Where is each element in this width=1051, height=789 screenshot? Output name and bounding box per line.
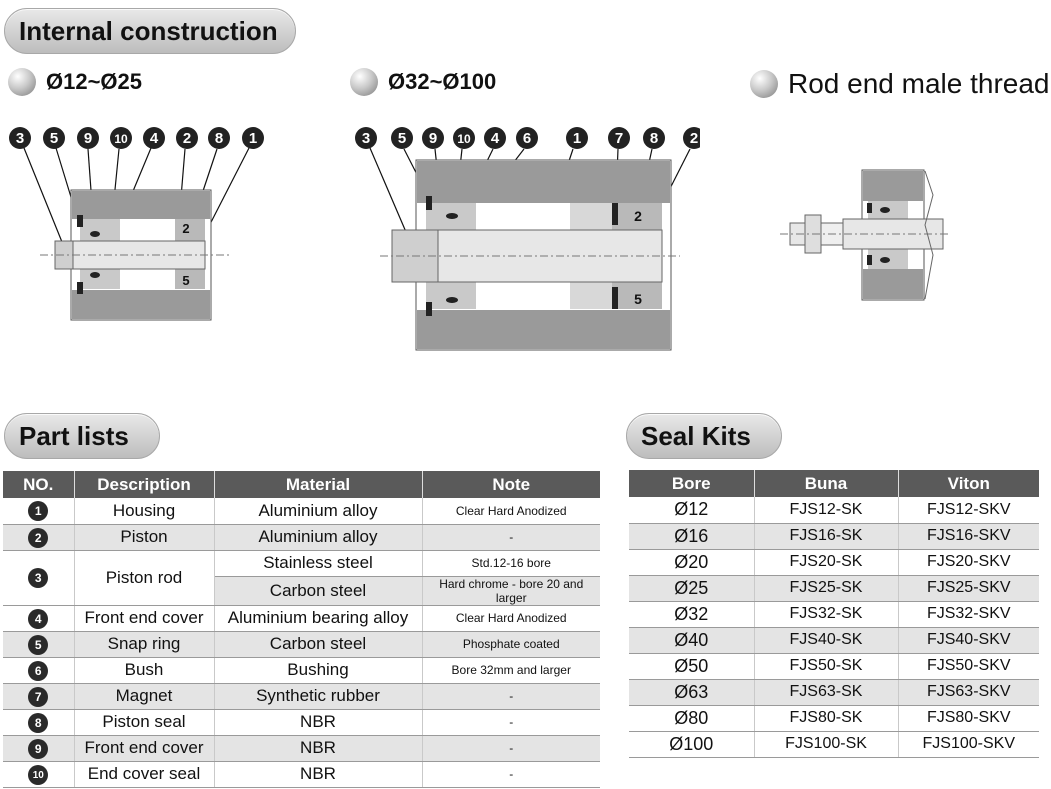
part-description: Piston rod — [74, 550, 214, 605]
part-note: - — [422, 683, 600, 709]
table-row — [3, 550, 600, 576]
seal-bore: Ø25 — [629, 575, 754, 601]
table-row — [3, 631, 600, 657]
callout-8 — [643, 127, 665, 149]
seal-buna: FJS100-SK — [754, 731, 898, 757]
table-row — [629, 653, 1039, 679]
part-description: Snap ring — [74, 631, 214, 657]
inner-mark-5: 5 — [634, 291, 642, 307]
callout-10 — [110, 127, 132, 149]
callout-8-label: 8 — [214, 130, 224, 147]
header-material: Material — [214, 471, 422, 498]
diagram-small-bore — [0, 120, 300, 330]
seal-buna: FJS80-SK — [754, 705, 898, 731]
table-row — [629, 627, 1039, 653]
part-note: Bore 32mm and larger — [422, 657, 600, 683]
callout-8 — [208, 127, 230, 149]
part-note: - — [422, 524, 600, 550]
seal-viton: FJS100-SKV — [898, 731, 1039, 757]
part-lists-title: Part lists — [4, 413, 160, 459]
bullet-ball-icon — [750, 70, 778, 98]
bullet-ball-icon — [8, 68, 36, 96]
callout-2-label: 2 — [689, 130, 699, 147]
diagram-rod-end-thread — [775, 165, 955, 305]
table-row — [3, 605, 600, 631]
seal-viton: FJS32-SKV — [898, 601, 1039, 627]
part-number-badge: 7 — [28, 687, 48, 707]
callout-2 — [683, 127, 700, 149]
seal-bore: Ø20 — [629, 549, 754, 575]
callout-3 — [9, 127, 31, 149]
callout-4-label: 4 — [149, 130, 159, 147]
part-number-badge: 6 — [28, 661, 48, 681]
table-row — [629, 601, 1039, 627]
part-material: Carbon steel — [214, 576, 422, 605]
part-description: End cover seal — [74, 761, 214, 787]
part-material: NBR — [214, 709, 422, 735]
part-material: Carbon steel — [214, 631, 422, 657]
callout-10 — [453, 127, 475, 149]
inner-mark-5: 5 — [182, 273, 190, 288]
seal-buna: FJS32-SK — [754, 601, 898, 627]
callout-3 — [355, 127, 377, 149]
table-row — [629, 523, 1039, 549]
seal-viton: FJS50-SKV — [898, 653, 1039, 679]
inner-mark-2: 2 — [182, 221, 190, 236]
part-number-badge: 10 — [28, 765, 48, 785]
seal-viton: FJS40-SKV — [898, 627, 1039, 653]
seal-buna: FJS12-SK — [754, 497, 898, 523]
callout-7 — [608, 127, 630, 149]
callout-5-label: 5 — [49, 130, 59, 147]
table-row — [3, 761, 600, 787]
section-small-bore-label: Ø12~Ø25 — [46, 69, 143, 94]
callout-5 — [43, 127, 65, 149]
part-material: Aluminium bearing alloy — [214, 605, 422, 631]
part-number-badge: 5 — [28, 635, 48, 655]
table-row — [629, 497, 1039, 523]
table-row — [3, 709, 600, 735]
callout-1 — [566, 127, 588, 149]
part-material: Aluminium alloy — [214, 498, 422, 524]
part-description: Magnet — [74, 683, 214, 709]
part-note: - — [422, 735, 600, 761]
seal-bore: Ø12 — [629, 497, 754, 523]
seal-buna: FJS20-SK — [754, 549, 898, 575]
header-note: Note — [422, 471, 600, 498]
part-description: Housing — [74, 498, 214, 524]
bullet-ball-icon — [350, 68, 378, 96]
callout-5-label: 5 — [397, 130, 407, 147]
table-row — [3, 735, 600, 761]
callout-2-label: 2 — [182, 130, 192, 147]
callout-10-label: 10 — [457, 132, 471, 146]
section-rod-end — [750, 68, 1050, 100]
seal-viton: FJS25-SKV — [898, 575, 1039, 601]
callout-1 — [242, 127, 264, 149]
table-row — [629, 705, 1039, 731]
seal-bore: Ø80 — [629, 705, 754, 731]
part-description: Piston — [74, 524, 214, 550]
seal-viton: FJS12-SKV — [898, 497, 1039, 523]
section-rod-end-label: Rod end male thread — [788, 68, 1050, 99]
part-material: Bushing — [214, 657, 422, 683]
part-note: Clear Hard Anodized — [422, 605, 600, 631]
seal-buna: FJS63-SK — [754, 679, 898, 705]
seal-bore: Ø16 — [629, 523, 754, 549]
seal-viton: FJS20-SKV — [898, 549, 1039, 575]
internal-construction-title: Internal construction — [4, 8, 296, 54]
seal-viton: FJS80-SKV — [898, 705, 1039, 731]
callout-6-label: 6 — [522, 130, 532, 147]
seal-bore: Ø40 — [629, 627, 754, 653]
callout-10-label: 10 — [114, 132, 128, 146]
part-material: NBR — [214, 735, 422, 761]
part-note: - — [422, 709, 600, 735]
seal-viton: FJS16-SKV — [898, 523, 1039, 549]
part-number-badge: 1 — [28, 501, 48, 521]
part-list-table — [3, 471, 600, 788]
header-buna: Buna — [754, 470, 898, 497]
part-note: Phosphate coated — [422, 631, 600, 657]
part-material: Aluminium alloy — [214, 524, 422, 550]
callout-8-label: 8 — [649, 130, 659, 147]
seal-bore: Ø100 — [629, 731, 754, 757]
seal-buna: FJS25-SK — [754, 575, 898, 601]
seal-viton: FJS63-SKV — [898, 679, 1039, 705]
callout-6 — [516, 127, 538, 149]
seal-kits-title: Seal Kits — [626, 413, 782, 459]
seal-buna: FJS40-SK — [754, 627, 898, 653]
part-note: Clear Hard Anodized — [422, 498, 600, 524]
part-table-header-row — [3, 471, 600, 498]
table-row — [3, 657, 600, 683]
seal-bore: Ø32 — [629, 601, 754, 627]
seal-buna: FJS50-SK — [754, 653, 898, 679]
part-material: NBR — [214, 761, 422, 787]
part-description: Bush — [74, 657, 214, 683]
part-description: Front end cover — [74, 735, 214, 761]
callout-9-label: 9 — [428, 130, 438, 147]
seal-bore: Ø50 — [629, 653, 754, 679]
part-note: - — [422, 761, 600, 787]
callout-4 — [143, 127, 165, 149]
table-row — [629, 731, 1039, 757]
callout-1-label: 1 — [248, 130, 258, 147]
part-material: Stainless steel — [214, 550, 422, 576]
table-row — [629, 549, 1039, 575]
part-number-badge: 2 — [28, 528, 48, 548]
callout-7-label: 7 — [614, 130, 624, 147]
callout-3-label: 3 — [361, 130, 371, 147]
seal-kits-table — [629, 470, 1039, 758]
table-row — [629, 679, 1039, 705]
callout-5 — [391, 127, 413, 149]
part-description: Piston seal — [74, 709, 214, 735]
seal-bore: Ø63 — [629, 679, 754, 705]
callout-4 — [484, 127, 506, 149]
callout-4-label: 4 — [490, 130, 500, 147]
callout-1-label: 1 — [572, 130, 582, 147]
callout-9 — [77, 127, 99, 149]
section-large-bore-label: Ø32~Ø100 — [388, 69, 497, 94]
part-number-badge: 9 — [28, 739, 48, 759]
table-row — [629, 575, 1039, 601]
inner-mark-2: 2 — [634, 208, 642, 224]
section-large-bore — [350, 68, 496, 96]
header-viton: Viton — [898, 470, 1039, 497]
callout-3-label: 3 — [15, 130, 25, 147]
header-description: Description — [74, 471, 214, 498]
part-material: Synthetic rubber — [214, 683, 422, 709]
section-small-bore — [8, 68, 142, 96]
seal-buna: FJS16-SK — [754, 523, 898, 549]
part-note: Std.12-16 bore — [422, 550, 600, 576]
header-bore: Bore — [629, 470, 754, 497]
part-description: Front end cover — [74, 605, 214, 631]
part-note: Hard chrome - bore 20 and larger — [422, 576, 600, 605]
part-number-badge: 4 — [28, 609, 48, 629]
callout-2 — [176, 127, 198, 149]
table-row — [3, 683, 600, 709]
part-number-badge: 3 — [28, 568, 48, 588]
callout-9-label: 9 — [83, 130, 93, 147]
part-number-badge: 8 — [28, 713, 48, 733]
table-row — [3, 498, 600, 524]
table-row — [3, 524, 600, 550]
header-no: NO. — [3, 471, 74, 498]
callout-9 — [422, 127, 444, 149]
diagram-large-bore — [340, 120, 700, 360]
seal-table-header-row — [629, 470, 1039, 497]
